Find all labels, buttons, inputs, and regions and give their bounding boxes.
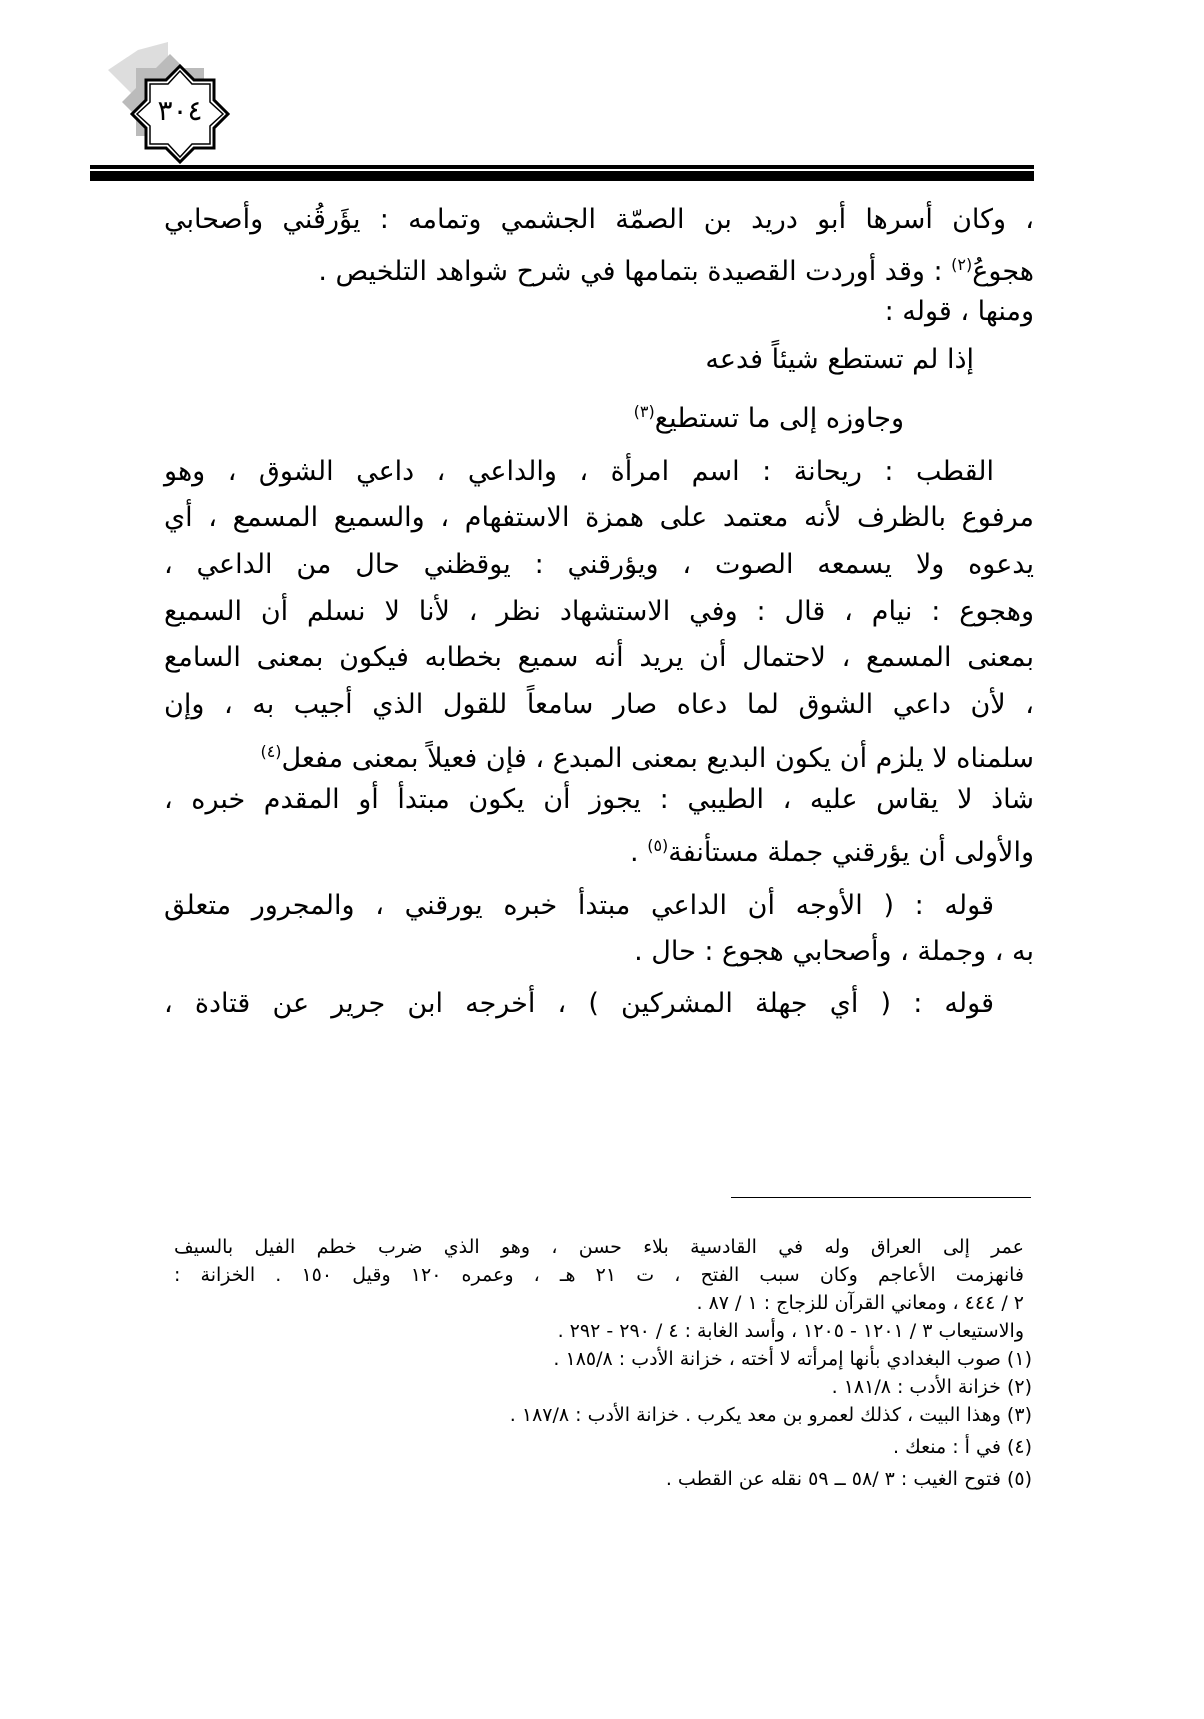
body-line: وهجوع : نيام ، قال : وفي الاستشهاد نظر ، لأنا لا نسلم أن السميع [164,596,1034,627]
verse-hemistich-1: إذا لم تستطع شيئاً فدعه [705,344,974,375]
body-line: يدعوه ولا يسمعه الصوت ، ويؤرقني : يوقظني حال من الداعي ، [164,549,1034,580]
body-line: ، وكان أسرها أبو دريد بن الصمّة الجشمي وتمامه : يؤَرقُني وأصحابي [164,204,1034,235]
footnote-separator [731,1197,1031,1198]
body-line: شاذ لا يقاس عليه ، الطيبي : يجوز أن يكون مبتدأ أو المقدم خبره ، [164,784,1034,815]
body-line: بمعنى المسمع ، لاحتمال أن يريد أنه سميع بخطابه فيكون بمعنى السامع [164,642,1034,673]
footnote-ref[interactable]: (٥) [647,836,669,855]
body-line: ، لأن داعي الشوق لما دعاه صار سامعاً للقول الذي أجيب به ، وإن [164,689,1034,720]
body-line [164,732,1034,779]
text: والأولى أن يؤرقني جملة مستأنفة [668,837,1034,868]
body-line [164,245,1034,292]
verse-hemistich-2 [634,392,904,439]
footnote-line: ٢ / ٤٤٤ ، ومعاني القرآن للزجاج : ١ / ٨٧ . [696,1292,1024,1314]
text: . [630,837,648,868]
body-line: قوله : ( الأوجه أن الداعي مبتدأ خبره يورقني ، والمجرور متعلق [164,890,994,921]
footnote-ref[interactable]: (٤) [260,742,282,761]
footnote-2: (٢) خزانة الأدب : ١٨١/٨ . [831,1376,1032,1398]
body-line: به ، وجملة ، وأصحابي هجوع : حال . [634,936,1034,967]
body-line: القطب : ريحانة : اسم امرأة ، والداعي ، داعي الشوق ، وهو [164,456,994,487]
header-rule-thick [90,171,1034,181]
text: سلمناه لا يلزم أن يكون البديع بمعنى المبدع ، فإن فعيلاً بمعنى مفعل [281,743,1034,774]
text: وجاوزه إلى ما تستطيع [654,403,904,434]
body-line: ومنها ، قوله : [884,296,1034,327]
text: هجوعُ [972,256,1034,287]
footnote-1: (١) صوب البغدادي بأنها إمرأته لا أخته ، خزانة الأدب : ١٨٥/٨ . [553,1348,1032,1370]
footnote-3: (٣) وهذا البيت ، كذلك لعمرو بن معد يكرب . خزانة الأدب : ١٨٧/٨ . [509,1404,1032,1426]
body-line: مرفوع بالظرف لأنه معتمد على همزة الاستفهام ، والسميع المسمع ، أي [164,502,1034,533]
footnote-line: فانهزمت الأعاجم وكان سبب الفتح ، ت ٢١ هـ ، وعمره ١٢٠ وقيل ١٥٠ . الخزانة : [174,1264,1024,1286]
page-number-badge [108,42,238,142]
footnote-4: (٤) في أ : منعك . [893,1436,1032,1458]
footnote-line: والاستيعاب ٣ / ١٢٠١ - ١٢٠٥ ، وأسد الغابة : ٤ / ٢٩٠ - ٢٩٢ . [557,1320,1024,1342]
footnote-5: (٥) فتوح الغيب : ٣ /٥٨ ــ ٥٩ نقله عن القطب . [665,1468,1032,1490]
footnote-ref[interactable]: (٣) [633,402,655,421]
header-rule-thin [90,165,1034,169]
footnote-ref[interactable]: (٢) [951,255,973,274]
body-line: قوله : ( أي جهلة المشركين ) ، أخرجه ابن جرير عن قتادة ، [164,988,994,1019]
page-number: ٣٠٤ [157,94,203,127]
footnote-line: عمر إلى العراق وله في القادسية بلاء حسن ، وهو الذي ضرب خطم الفيل بالسيف [174,1236,1024,1258]
body-line [164,826,1034,873]
text: : وقد أوردت القصيدة بتمامها في شرح شواهد التلخيص . [318,256,952,287]
